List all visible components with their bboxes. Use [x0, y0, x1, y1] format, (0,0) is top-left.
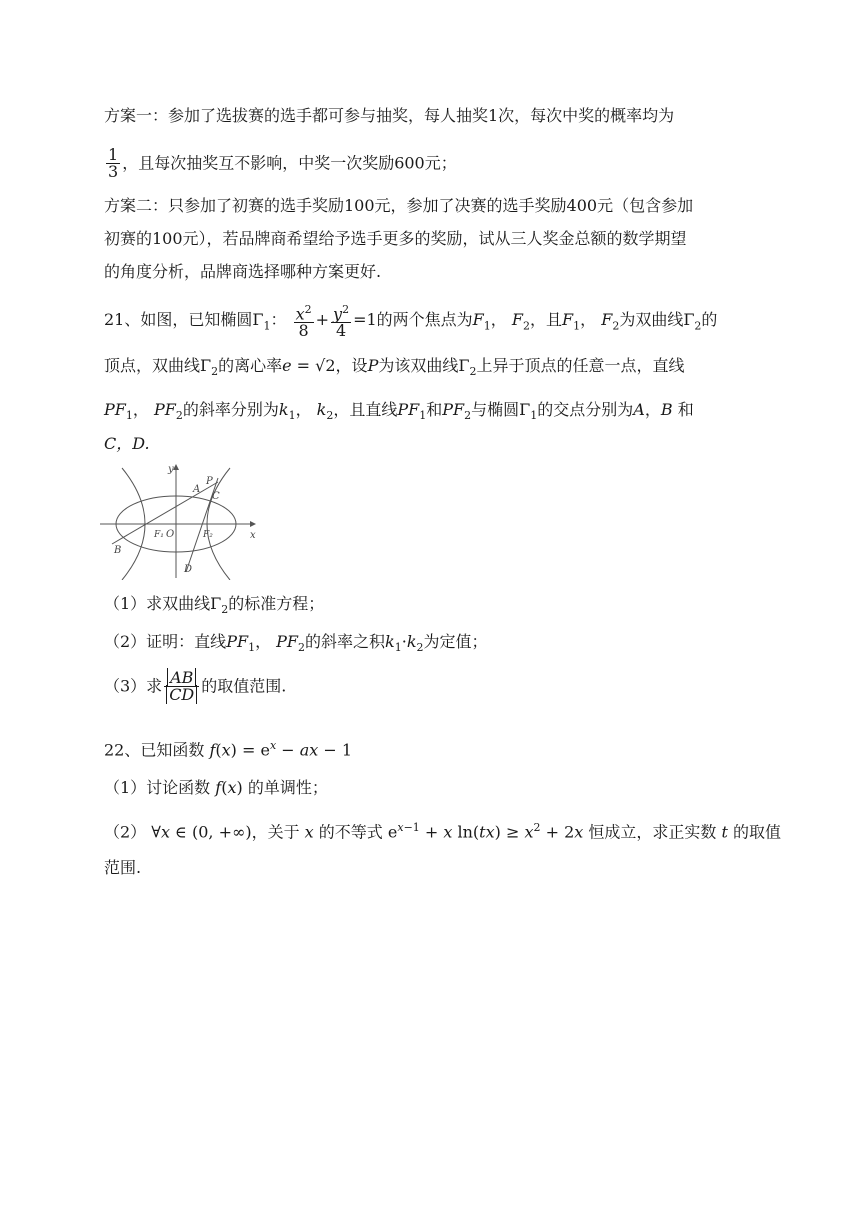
q21-line2: 顶点，双曲线$\Gamma_2$的离心率e = √2，设P为该双曲线$\Gamma_2$上异于顶点的任意一点，直线	[104, 356, 685, 379]
q21-sub1: （1）求双曲线$\Gamma_2$的标准方程；	[104, 594, 325, 617]
fig-label-b: B	[114, 545, 122, 556]
q21-line3: $PF_1$， $PF_2$的斜率分别为$k_1$， $k_2$，且直线$PF_1$和$PF_2$与椭圆$\Gamma_1$的交点分别为A，B 和	[104, 400, 694, 423]
fig-label-d: D	[184, 564, 193, 575]
fig-label-o: O	[166, 529, 175, 540]
q22-sub2-line2: 范围.	[104, 858, 142, 877]
plan2-line2: 初赛的100元），若品牌商希望给予选手更多的奖励，试从三人奖金总额的数学期望	[104, 229, 687, 248]
q22-sub2: （2） ∀x ∈ (0, +∞)，关于 x 的不等式 $e^{x-1} + x$ $\ln(tx) \ge x^2 + 2x$ 恒成立，求正实数 t 的取值	[104, 821, 782, 842]
plan2-line1: 方案二：只参加了初赛的选手奖励100元，参加了决赛的选手奖励400元（包含参加	[104, 196, 694, 215]
fig-label-x: x	[250, 530, 256, 541]
plan1-line1: 方案一：参加了选拔赛的选手都可参与抽奖，每人抽奖1次，每次中奖的概率均为	[104, 106, 675, 125]
q22-sub1: （1）讨论函数 f(x) 的单调性；	[104, 778, 328, 797]
ellipse-hyperbola-figure	[100, 460, 270, 580]
q21-line4: C，D.	[104, 434, 150, 453]
fig-label-c: C	[212, 491, 220, 502]
q21-line1: 21、如图，已知椭圆$\Gamma_1$： $\frac{x^2}{8}$ + $\frac{y^2}{4}$ =1的两个焦点为$F_1$， $F_2$，且$F_1$， $F_2$为双曲线$\Gamma_2$的	[104, 303, 718, 341]
plan2-line3: 的角度分析，品牌商选择哪种方案更好.	[104, 262, 382, 281]
fig-label-p: P	[206, 476, 213, 487]
q22-line1: 22、已知函数 $f(x) = e^x$ − ax − 1	[104, 739, 353, 760]
fig-label-f2: F₂	[203, 530, 213, 540]
fig-label-a: A	[193, 484, 201, 495]
fraction-one-third: $\frac{1}{3}$	[108, 145, 119, 181]
fig-label-f1: F₁	[154, 530, 164, 540]
q21-sub3: （3）求 $\frac{AB}{CD}$ 的取值范围.	[104, 668, 287, 704]
q21-sub2: （2）证明：直线$PF_1$， $PF_2$的斜率之积$k_1\cdot k_2$为定值；	[104, 632, 488, 655]
fig-label-y: y	[168, 464, 174, 475]
plan1-line2: $\frac{1}{3}$ ，且每次抽奖互不影响，中奖一次奖励600元；	[108, 145, 457, 181]
